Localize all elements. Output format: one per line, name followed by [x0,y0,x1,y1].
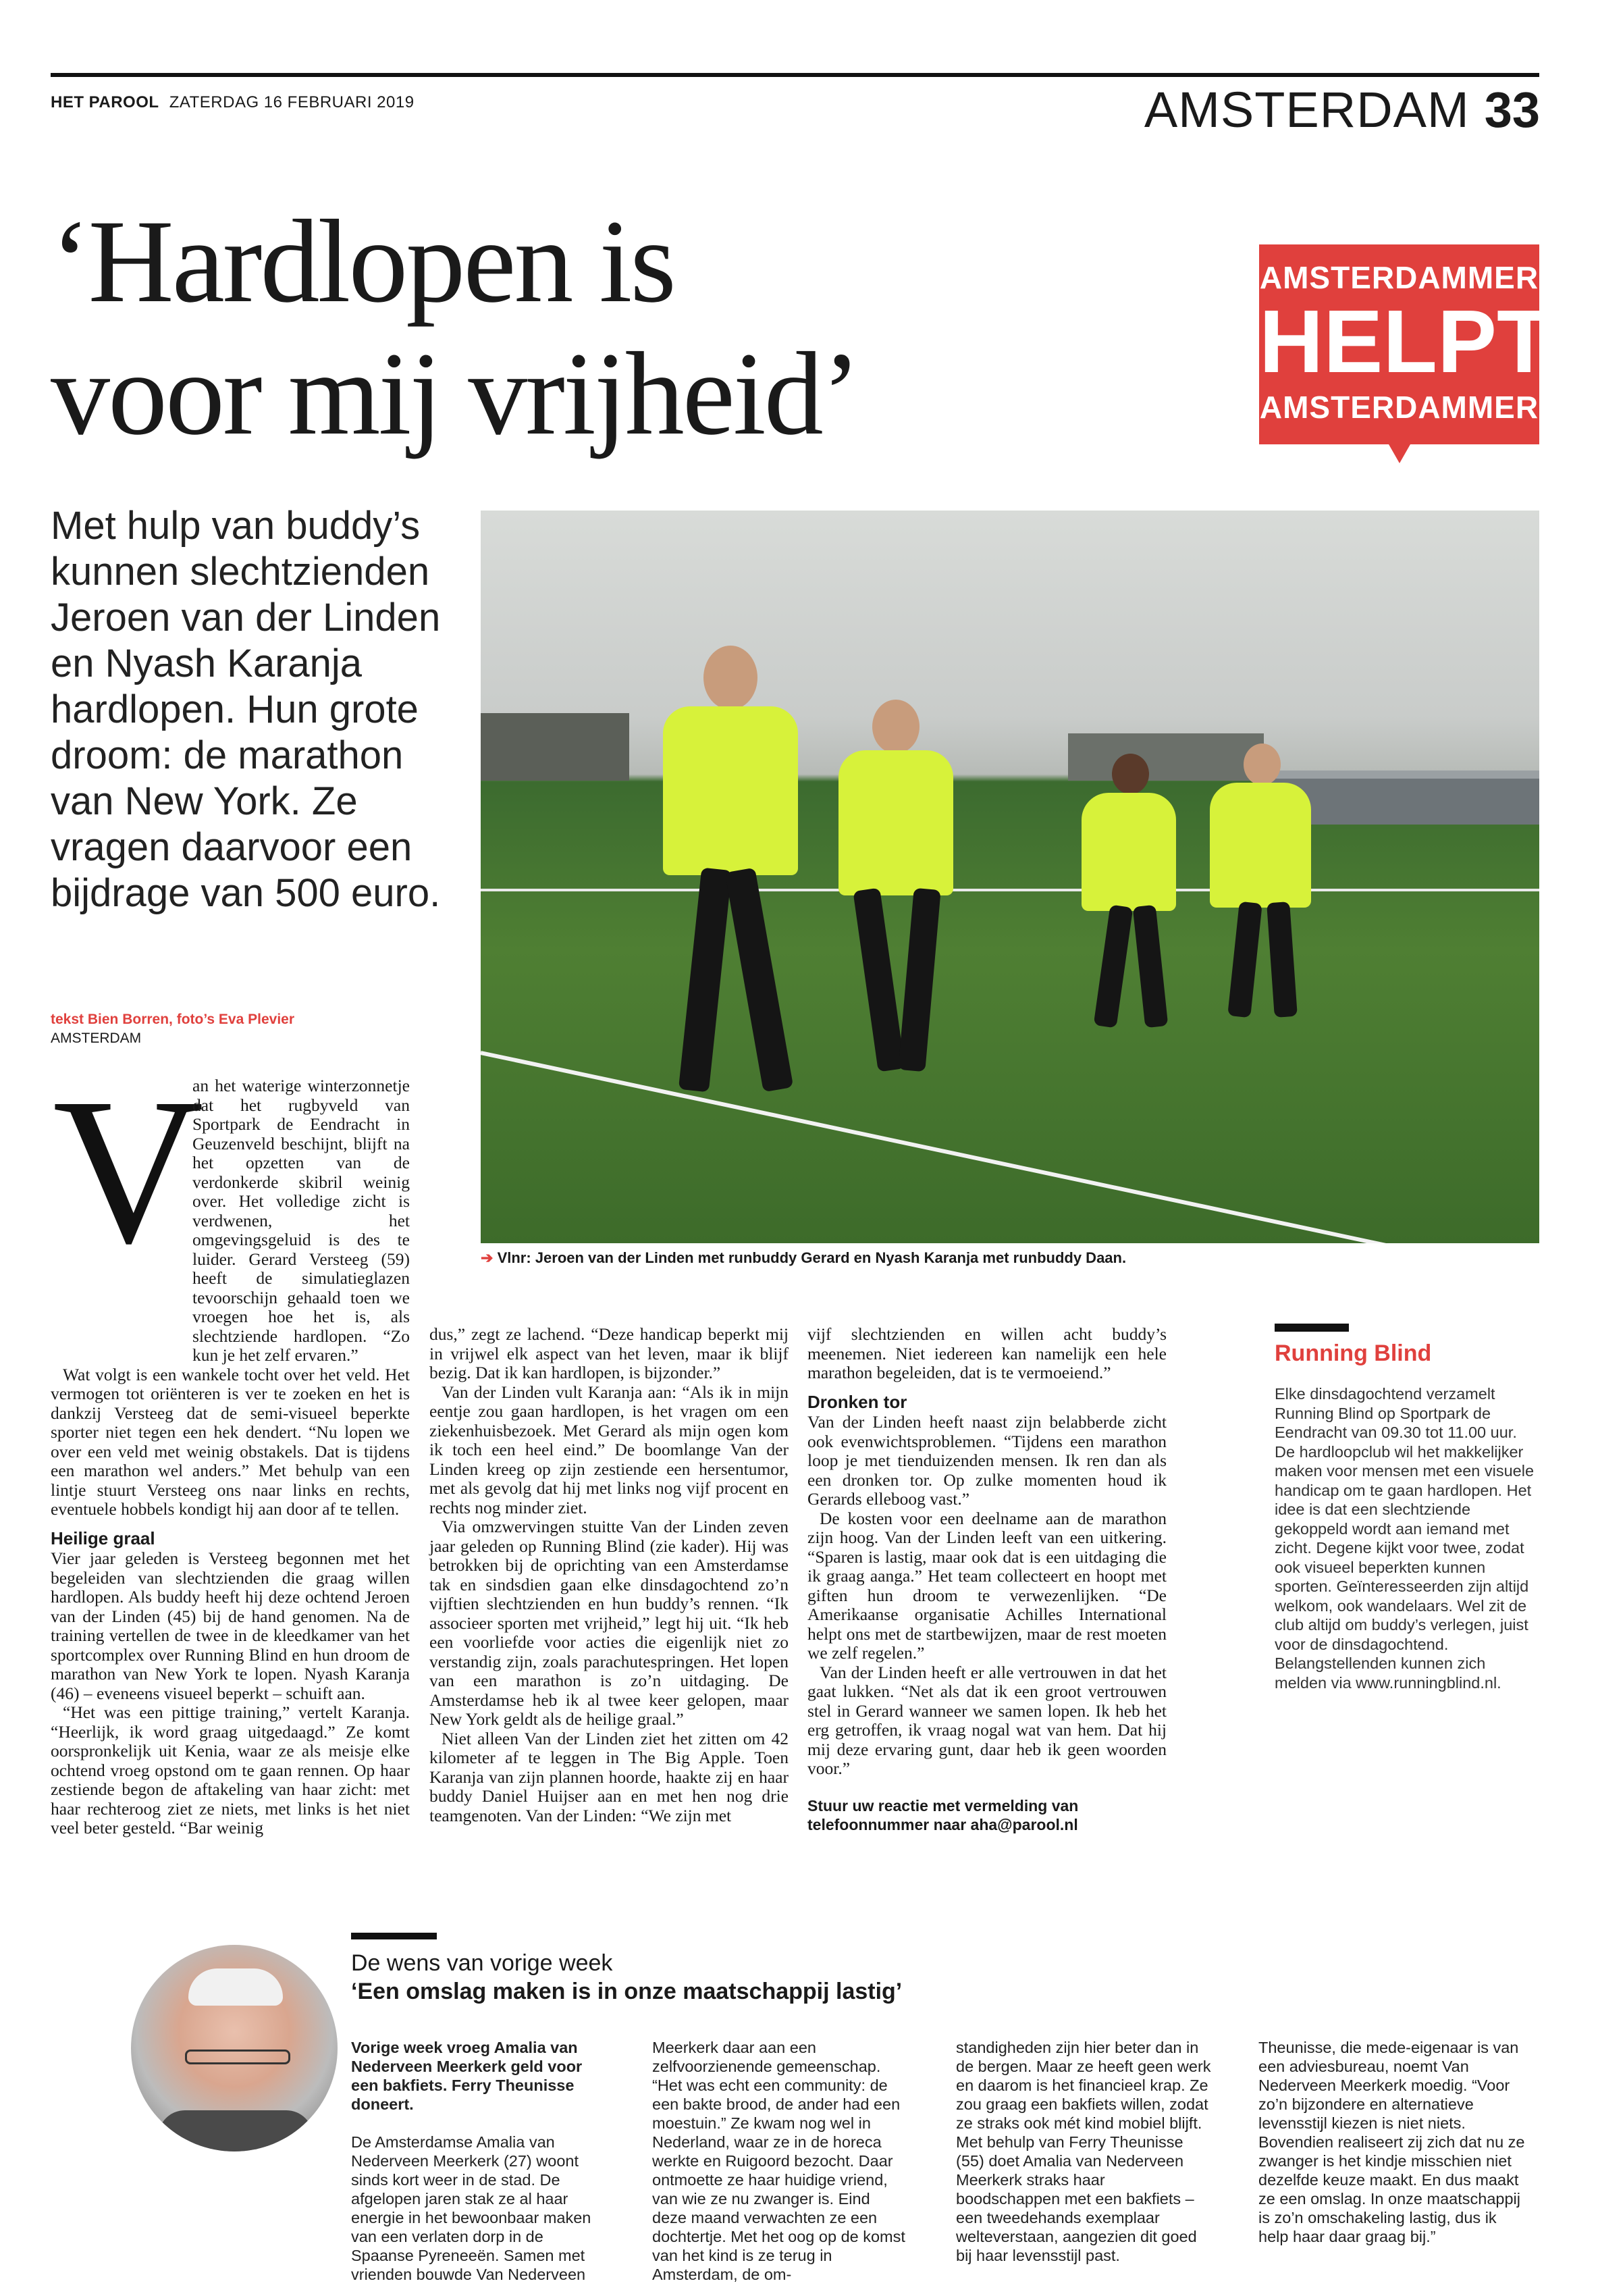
wish-lead: Vorige week vroeg Amalia van Nederveen Meerkerk geld voor een bakfiets. Ferry Theunisse doneert. [351,2039,583,2113]
wish-paragraph: standigheden zijn hier beter dan in de bergen. Maar ze heeft geen werk en daarom is het financieel krap. Ze zou graag een bakfiets willen, zodat ze straks ook mét kind mobiel blijft. Met behulp van Ferry Theunisse (55) doet Amalia van Nederveen Meerkerk straks haar boodschappen met een bakfiets – een tweedehands exemplaar welteverstaan, aangezien dit goed bij haar levensstijl past. [956,2039,1211,2264]
article-paragraph: an het waterige winterzonnetje dat het rugbyveld van Sportpark de Eendracht in Geuzenveld beschijnt, blijft na het opzetten van de verdonkerde skibril weinig over. Het volledige zicht is verdwenen, het omgevingsgeluid is des te luider. Gerard Versteeg (59) heeft de simulatieglazen tevoorschijn gehaald toen we vroegen hoe het is, als slechtziende hardlopen. “Zo kun je het zelf ervaren.” [192,1076,410,1365]
tree-line-left [481,713,629,781]
field-line [481,1051,1539,1243]
issue-date: ZATERDAG 16 FEBRUARI 2019 [169,93,415,111]
top-rule [51,73,1539,77]
contact-line: Stuur uw reactie met vermelding van telefoonnummer naar aha@parool.nl [807,1796,1079,1833]
article-column-2 [429,1325,789,1825]
intro-text: Met hulp van buddy’s kunnen slechtzienden Jeroen van der Linden en Nyash Karanja hardlopen. Hun grote droom: de marathon van New York. Ze vragen daarvoor een bijdrage van 500 euro. [51,504,441,915]
headline-line-1: ‘Hardlopen is [51,196,674,328]
article-paragraph: Wat volgt is een wankele tocht over het veld. Het vermogen tot oriënteren is ver te zoeken en het is dankzij Versteeg dat de semi-visueel beperkte sporter niet tegen een hek dendert. “Nu lopen we over een veld met weinig obstakels. Dat is tijdens een marathon wel anders.” Met behulp van een lintje stuurt Versteeg ons naar links en rechts, eventuele hobbels kondigt hij aan door af te tellen. [51,1364,410,1519]
sidebar-title: Running Blind [1275,1340,1432,1366]
wish-column-4 [1258,2038,1528,2246]
article-paragraph: De kosten voor een deelname aan de marathon zijn hoog. Van der Linden leeft van een uitkering. “Sparen is lastig, maar ook dat is een uitdaging die ik graag aanga.” Het team collecteert en hoopt met giften hun droom te verwezenlijken. “De Amerikaanse organisatie Achilles International helpt ons met de startbewijzen, maar de rest moeten we zelf regelen.” [807,1508,1167,1663]
section-name: AMSTERDAM [1144,82,1470,138]
article-column-1 [51,1076,410,1838]
wish-rule [351,1933,437,1939]
badge-top: AMSTERDAMMER [1259,260,1539,295]
article-paragraph: vijf slechtzienden en willen acht buddy’s meenemen. Niet iedereen kan namelijk een hele marathon begeleiden, dat is te vermoeiend.” [807,1324,1167,1382]
wish-paragraph: Meerkerk daar aan een zelfvoorzienende gemeenschap. “Het was echt een community: de een bakte brood, de ander had een moestuin.” Ze kwam nog wel in Nederland, waar ze in de horeca werkte en Ruigoord bezocht. Daar ontmoette ze haar huidige vriend, van wie ze nu zwanger is. Eind deze maand verwachten ze een dochtertje. Met het oog op de komst van het kind is ze terug in Amsterdam, de om- [652,2039,905,2283]
wish-paragraph: De Amsterdamse Amalia van Nederveen Meerkerk (27) woont sinds kort weer in de stad. De afgelopen jaren stak ze al haar energie in het bewoonbaar maken van een verlaten dorp in de Spaanse Pyreneeën. Samen met vrienden bouwde Van Nederveen [351,2133,591,2283]
byline-location: AMSTERDAM [51,1030,142,1046]
headline [51,196,1198,461]
headline-line-2: voor mij vrijheid’ [51,328,859,460]
tree-line-right [1068,733,1264,781]
section-header [1144,81,1540,138]
stadium-roof [1257,771,1539,779]
article-paragraph: Niet alleen Van der Linden ziet het zitten om 42 kilometer af te leggen in The Big Apple. Toen Karanja van zijn plannen hoorde, haakte zij en haar buddy Daniel Huijser aan en met hen nog drie teamgenoten. Van der Linden: “We zijn met [429,1728,789,1825]
paper-name: HET PAROOL [51,93,159,111]
article-paragraph: Van der Linden heeft naast zijn belabberde zicht ook evenwichtsproblemen. “Tijdens een marathon loop je met tienduizenden mensen. Ik ren dan als een dronken tor. Op zulke momenten houd ik Gerards elleboog vast.” [807,1412,1167,1509]
sidebar-body: Elke dinsdagochtend verzamelt Running Blind op Sportpark de Eendracht van 09.30 tot 11.00 uur. De hardloopclub wil het makkelijker maken voor mensen met een visuele handicap om te gaan hardlopen. Het idee is dat een slechtziende gekoppeld wordt aan iemand met zicht. Degene kijkt voor twee, zodat ook visueel beperkten kunnen sporten. Geïnteresseerden zijn altijd welkom, ook wandelaars. Wel zit de club altijd om buddy’s verlegen, juist voor de dinsdagochtend. Belangstellenden kunnen zich melden via www.runningblind.nl. [1275,1385,1535,1692]
sidebar-rule [1275,1324,1349,1332]
wish-paragraph: Theunisse, die mede-eigenaar is van een adviesbureau, noemt Van Nederveen Meerkerk moedig. “Voor zo’n bijzondere en alternatieve levensstijl kiezen is niet niets. Bovendien realiseert zij zich dat nu ze zwanger is het kindje misschien niet dezelfde keuze maakt. En dus maakt ze een omslag. In onze maatschappij is zo’n omschakeling lastig, dus ik help haar daar graag bij.” [1258,2039,1525,2245]
runners-photo [481,511,1539,1243]
wish-column-1 [351,2038,608,2284]
article-paragraph: dus,” zegt ze lachend. “Deze handicap beperkt mij in vrijwel elk aspect van het leven, maar ik blijf bezig. Dat ik kan hardlopen, is bijzonder.” [429,1324,789,1382]
article-paragraph: Vier jaar geleden is Versteeg begonnen met het begeleiden van slechtzienden die graag willen hardlopen. Als buddy heeft hij deze ochtend Jeroen van der Linden (45) bij de hand genomen. Na de training vertellen de twee in de kleedkamer van het sportcomplex over Running Blind en hun droom de marathon van New York te lopen. Nyash Karanja (46) – eveneens visueel beperkt – schuift aan. [51,1548,410,1703]
article-paragraph: Via omzwervingen stuitte Van der Linden zeven jaar geleden op Running Blind (zie kader). Hij was betrokken bij de oprichting van een Amsterdamse tak en sindsdien gaan elke dinsdagochtend zo’n vijftien slechtzienden en hun buddy’s rennen. “Ik associeer sporten met vrijheid,” legt hij uit. “Ik heb een voorliefde voor acties die eigenlijk niet zo verstandig zijn, zoals parachutespringen. Het lopen van een marathon is zo’n uitdaging. De Amsterdamse heb ik al twee keer gelopen, maar New York geldt als de heilige graal.” [429,1517,789,1729]
subheading: Heilige graal [51,1528,155,1548]
page-number: 33 [1484,82,1540,138]
wish-kicker: De wens van vorige week [351,1950,613,1976]
byline [51,1012,294,1047]
byline-credit: tekst Bien Borren, foto’s Eva Plevier [51,1012,295,1027]
badge-bottom: AMSTERDAMMER [1259,390,1539,425]
masthead-line [51,93,415,112]
portrait-photo [131,1945,338,2151]
wish-column-2 [652,2038,909,2284]
subheading: Dronken tor [807,1391,907,1412]
photo-caption [481,1249,1126,1267]
amsterdammer-helpt-badge [1259,244,1551,444]
arrow-right-icon: ➔ [481,1249,494,1266]
badge-pointer [1389,444,1410,463]
article-paragraph: Van der Linden vult Karanja aan: “Als ik in mijn eentje zou gaan hardlopen, is het vragen om een ziekenhuisbezoek. Met Gerard als mijn ogen kom ik toch een heel eind.” De boomlange Van der Linden kreeg op zijn zestiende een hersentumor, met als gevolg dat hij met links nog vijf procent en rechts nog minder ziet. [429,1382,789,1517]
wish-column-3 [956,2038,1213,2265]
photo-caption-text: Vlnr: Jeroen van der Linden met runbuddy Gerard en Nyash Karanja met runbuddy Daan. [497,1249,1127,1266]
wish-title: ‘Een omslag maken is in onze maatschappij lastig’ [351,1979,903,2004]
article-paragraph: “Het was een pittige training,” vertelt Karanja. “Heerlijk, ik word graag uitgedaagd.” Ze komt oorspronkelijk uit Kenia, waar ze als meisje elke ochtend vroeg opstond om te gaan rennen. Op haar zestiende begon de aftakeling van haar zicht: met haar rechteroog ziet ze niets, met links is het niet veel beter gesteld. “Bar weinig [51,1702,410,1837]
article-paragraph: Van der Linden heeft er alle vertrouwen in dat het gaat lukken. “Net als dat ik een groot vertrouwen stel in Gerard wanneer we samen lopen. Ik heb het erg getroffen, ik vraag nogal wat van hem. Dat hij mij deze ervaring gunt, daar heb ik geen woorden voor.” [807,1662,1167,1778]
article-column-3 [807,1325,1167,1835]
badge-middle: HELPT [1259,292,1551,391]
drop-cap: V [53,1055,204,1287]
field-line [481,889,1539,891]
